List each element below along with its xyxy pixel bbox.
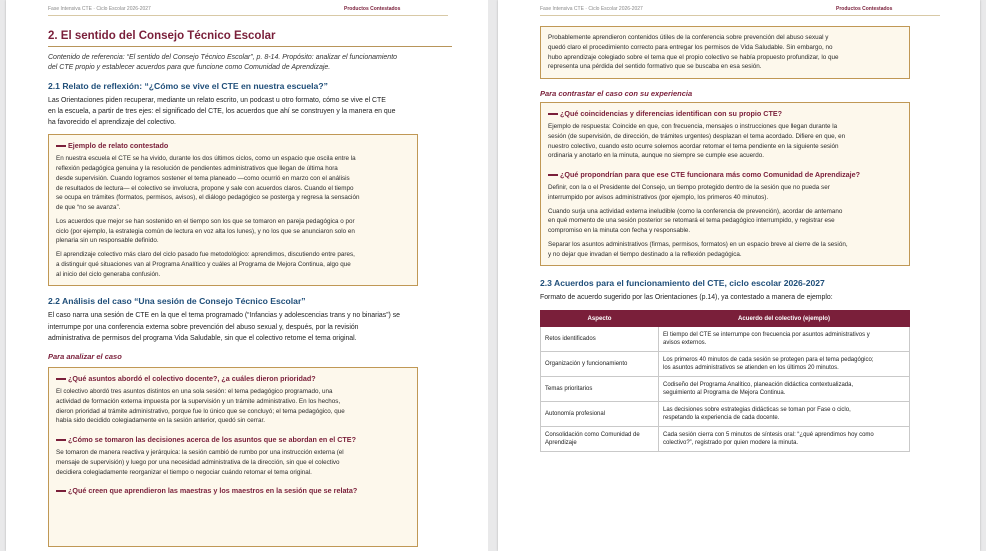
answer-paragraph bbox=[548, 240, 902, 260]
running-header bbox=[540, 6, 940, 16]
text-line: Separar los asuntos administrativos (firmas, permisos, formatos) en un espacio breve al cierre de la sesión, bbox=[548, 240, 848, 248]
text-line: interrumpe por una conferencia externa sobre prevención del abuso sexual y, después, por la revisión bbox=[48, 323, 359, 331]
continuation-box bbox=[540, 26, 910, 79]
intro-2-2 bbox=[48, 310, 452, 344]
table-row bbox=[541, 377, 910, 402]
text-line: El aprendizaje colectivo más claro del ciclo pasado fue metodológico: aprendimos, discutiendo entre pares, bbox=[56, 251, 355, 259]
agreement-cell bbox=[659, 377, 910, 402]
question-text: ¿Qué creen que aprendieron las maestras y los maestros en la sesión que se relata? bbox=[68, 486, 358, 496]
text-line: administrativa de permisos del programa Vida Saludable, sin que el colectivo retome el tema original. bbox=[48, 334, 357, 342]
table-row bbox=[541, 352, 910, 377]
text-line: sesión (de supervisión, de dirección, de trámites urgentes) desplazan el tema acordado. Difiere en que, en bbox=[548, 132, 846, 140]
text-line: en qué momento de una sesión posterior se retomará el tema pedagógico interrumpido, y registrar ese bbox=[548, 217, 835, 225]
table-row bbox=[541, 402, 910, 427]
header-right-text: Productos Contestados bbox=[836, 6, 893, 12]
document-page-left bbox=[6, 0, 488, 551]
document-page-right bbox=[498, 0, 980, 551]
header-right-text: Productos Contestados bbox=[344, 6, 401, 12]
answer-paragraph bbox=[548, 122, 902, 161]
table-header-row bbox=[541, 311, 910, 327]
aspect-cell bbox=[541, 427, 659, 452]
text-line: hubo aprendizaje colegiado sobre el tema que el propio colectivo se había propuesto profundizar, lo que bbox=[548, 53, 839, 61]
text-line: Las Orientaciones piden recuperar, mediante un relato escrito, un podcast u otro formato, cómo se vive el CTE bbox=[48, 96, 386, 104]
header-left-text: Fase Intensiva CTE · Ciclo Escolar 2026-2027 bbox=[48, 6, 151, 12]
answer-paragraph bbox=[548, 33, 902, 72]
aspect-cell bbox=[541, 402, 659, 427]
cell-line: Retos identificados bbox=[545, 336, 596, 343]
text-line: quedó claro el procedimiento correcto para entregar los permisos de Vida Saludable. Sin embargo, no bbox=[548, 43, 833, 51]
intro-2-1 bbox=[48, 95, 452, 129]
dash-icon bbox=[56, 490, 66, 492]
cell-line: El tiempo del CTE se interrumpe con frecuencia por asuntos administrativos y bbox=[663, 332, 870, 339]
answer-paragraph bbox=[548, 183, 902, 203]
left-page-content bbox=[48, 30, 452, 547]
question-title bbox=[56, 435, 410, 444]
text-line: ha favorecido el aprendizaje del colectivo. bbox=[48, 119, 176, 127]
intro-2-3: Formato de acuerdo sugerido por las Orientaciones (p.14), ya contestado a manera de ejemplo: bbox=[540, 294, 833, 302]
question-title bbox=[548, 109, 902, 118]
text-line: decidiera colegiadamente reorganizar el tiempo o negociar cuándo retomar el tema original. bbox=[56, 468, 312, 476]
heading-2-2: 2.2 Análisis del caso “Una sesión de Consejo Técnico Escolar” bbox=[48, 296, 306, 307]
dash-icon bbox=[56, 439, 66, 441]
cell-line: Organización y funcionamiento bbox=[545, 361, 628, 368]
reference-line: Contenido de referencia: “El sentido del Consejo Técnico Escolar”, p. 8-14. Propósito: analizar el funcionamiento bbox=[48, 54, 398, 61]
text-line: desde supervisión. Cuando logramos sostener el tema planeado —como ocurrió en marzo con el análisis bbox=[56, 174, 350, 182]
right-page-content bbox=[540, 26, 944, 452]
spacer bbox=[56, 426, 410, 435]
case-analysis-box bbox=[48, 367, 418, 547]
text-line: ordinaria y anotarlo en la minuta, aunque no siempre se cumple ese acuerdo. bbox=[548, 152, 764, 160]
table-row bbox=[541, 427, 910, 452]
subheading-analyze-case: Para analizar el caso bbox=[48, 352, 122, 361]
box-paragraph bbox=[56, 250, 410, 279]
text-line: interrumpido por avisos administrativos (por ejemplo, los primeros 40 minutos). bbox=[548, 193, 769, 201]
text-line: actividad de formación externa impuesta por la supervisión y un trámite administrativo. En los hechos, bbox=[56, 397, 341, 405]
cell-line: colectivo?”, registrado por quien modere la minuta. bbox=[663, 440, 799, 447]
agreement-cell bbox=[659, 327, 910, 352]
text-line: compromiso en la minuta con fecha y responsable. bbox=[548, 227, 691, 234]
box-title-text: Ejemplo de relato contestado bbox=[68, 141, 169, 151]
example-story-box bbox=[48, 134, 418, 286]
text-line: se ocupa en trámites (formatos, permisos, avisos), el diálogo pedagógico se posterga y regresa la sensación bbox=[56, 194, 360, 202]
contrast-box bbox=[540, 102, 910, 266]
heading-2-3: 2.3 Acuerdos para el funcionamiento del CTE, ciclo escolar 2026-2027 bbox=[540, 278, 825, 289]
cell-line: Cada sesión cierra con 5 minutos de síntesis oral: “¿qué aprendimos hoy como bbox=[663, 432, 874, 439]
cell-line: avisos externos. bbox=[663, 340, 707, 347]
section-title: 2. El sentido del Consejo Técnico Escolar bbox=[48, 30, 452, 47]
text-line: al inicio del ciclo generaba confusión. bbox=[56, 270, 161, 278]
text-line: a distinguir qué situaciones van al Programa Analítico y cuáles al Programa de Mejora Continua, algo que bbox=[56, 260, 351, 268]
reference-note bbox=[48, 53, 452, 73]
table-row bbox=[541, 327, 910, 352]
cell-line: Temas prioritarios bbox=[545, 386, 593, 393]
agreement-cell bbox=[659, 402, 910, 427]
dash-icon bbox=[56, 378, 66, 380]
aspect-cell bbox=[541, 377, 659, 402]
text-line: El caso narra una sesión de CTE en la que el tema programado (“Infancias y adolescencias trans y no binarias”) se bbox=[48, 312, 400, 320]
text-line: El colectivo abordó tres asuntos distintos en una sola sesión: el tema pedagógico programado, una bbox=[56, 388, 333, 395]
column-header: Aspecto bbox=[541, 311, 659, 327]
text-line: en la escuela, a partir de tres ejes: el significado del CTE, los acuerdos que ahí se construyen y la manera en que bbox=[48, 108, 396, 116]
cell-line: Consolidación como Comunidad de bbox=[545, 432, 640, 439]
reference-line: del CTE propio y establecer acuerdos para que funcione como Comunidad de Aprendizaje. bbox=[48, 63, 331, 71]
cell-line: Autonomía profesional bbox=[545, 411, 606, 418]
answer-paragraph bbox=[56, 387, 410, 426]
cell-line: respetando la experiencia de cada docente. bbox=[663, 415, 780, 422]
text-line: dieron prioridad al trámite administrativo, porque fue lo único que se concluyó; el tema pedagógico, que bbox=[56, 407, 345, 415]
column-header: Acuerdo del colectivo (ejemplo) bbox=[659, 311, 910, 327]
text-line: Probablemente aprendieron contenidos útiles de la conferencia sobre prevención del abuso sexual y bbox=[548, 34, 829, 41]
answer-paragraph bbox=[56, 448, 410, 477]
page-gutter bbox=[488, 0, 498, 551]
dash-icon bbox=[548, 174, 558, 176]
subheading-contrast: Para contrastar el caso con su experiencia bbox=[540, 89, 693, 98]
box-title bbox=[56, 141, 410, 150]
question-title bbox=[56, 374, 410, 383]
text-line: representa una pérdida del sentido formativo que se buscaba en esa sesión. bbox=[548, 63, 762, 71]
text-line: de resultados de lectura— el colectivo se involucra, propone y sale con acuerdos claros. Cuando el tiempo bbox=[56, 184, 354, 192]
question-text: ¿Qué propondrían para que ese CTE funcionara más como Comunidad de Aprendizaje? bbox=[560, 170, 861, 179]
question-title bbox=[56, 486, 410, 495]
text-line: mensaje de supervisión) y luego por una necesidad administrativa de la dirección, sin que el colectivo bbox=[56, 458, 340, 466]
text-line: Los acuerdos que mejor se han sostenido en el tiempo son los que se tomaron en pareja pedagógica o por bbox=[56, 217, 355, 225]
cell-line: los asuntos administrativos se atienden en los últimos 20 minutos. bbox=[663, 365, 839, 372]
text-line: ciclo (por ejemplo, la estrategia común de lectura en voz alta los lunes), y no los que se anunciaron solo en bbox=[56, 227, 355, 235]
running-header bbox=[48, 6, 448, 16]
aspect-cell bbox=[541, 327, 659, 352]
question-text: ¿Cómo se tomaron las decisiones acerca de los asuntos que se abordan en el CTE? bbox=[68, 435, 356, 444]
text-line: Definir, con la o el Presidente del Consejo, un tiempo protegido dentro de la sesión que no pueda ser bbox=[548, 184, 830, 191]
cell-line: Codiseño del Programa Analítico, planeación didáctica contextualizada, bbox=[663, 382, 854, 389]
dash-icon bbox=[548, 113, 558, 115]
text-line: y no dejar que invadan el tiempo destinado a la reflexión pedagógica. bbox=[548, 250, 742, 258]
spacer bbox=[548, 161, 902, 170]
cell-line: seguimiento al Programa de Mejora Continua. bbox=[663, 390, 786, 397]
text-line: plenaria sin un responsable definido. bbox=[56, 237, 159, 245]
text-line: Cuando surja una actividad externa ineludible (como la conferencia de prevención), acordar de antemano bbox=[548, 207, 843, 215]
header-left-text: Fase Intensiva CTE · Ciclo Escolar 2026-2027 bbox=[540, 6, 643, 12]
answer-paragraph bbox=[548, 207, 902, 236]
question-text: ¿Qué asuntos abordó el colectivo docente?, ¿a cuáles dieron prioridad? bbox=[68, 374, 316, 383]
cell-line: Las decisiones sobre estrategias didácticas se toman por Fase o ciclo, bbox=[663, 407, 851, 414]
heading-2-1: 2.1 Relato de reflexión: “¿Cómo se vive el CTE en nuestra escuela?” bbox=[48, 80, 328, 91]
text-line: reflexión pedagógica genuina y la resolución de pendientes administrativos que llegan de última hora bbox=[56, 165, 338, 173]
text-line: nuestro colectivo, cuando esto ocurre solemos acordar retomar el tema pendiente en la siguiente sesión bbox=[548, 142, 839, 150]
spacer bbox=[56, 477, 410, 486]
box-paragraph bbox=[56, 154, 410, 213]
aspect-cell bbox=[541, 352, 659, 377]
cell-line: Los primeros 40 minutos de cada sesión se protegen para el tema pedagógico; bbox=[663, 357, 874, 364]
text-line: había sido decidido colegiadamente en la sesión anterior, quedó sin cerrar. bbox=[56, 417, 265, 425]
agreement-cell bbox=[659, 352, 910, 377]
question-title bbox=[548, 170, 902, 179]
agreement-cell bbox=[659, 427, 910, 452]
cell-line: Aprendizaje bbox=[545, 440, 577, 447]
box-paragraph bbox=[56, 217, 410, 246]
text-line: En nuestra escuela el CTE se ha vivido, durante los dos últimos ciclos, como un espacio que oscila entre la bbox=[56, 155, 356, 163]
text-line: de que “no se avanza”. bbox=[56, 204, 121, 212]
agreements-table bbox=[540, 310, 910, 452]
question-text: ¿Qué coincidencias y diferencias identifican con su propio CTE? bbox=[560, 109, 783, 118]
dash-icon bbox=[56, 145, 66, 147]
text-line: Ejemplo de respuesta: Coincide en que, con frecuencia, mensajes o instrucciones que llegan durante la bbox=[548, 123, 838, 130]
text-line: Se tomaron de manera reactiva y jerárquica: la sesión cambió de rumbo por una instrucción externa (el bbox=[56, 449, 344, 456]
